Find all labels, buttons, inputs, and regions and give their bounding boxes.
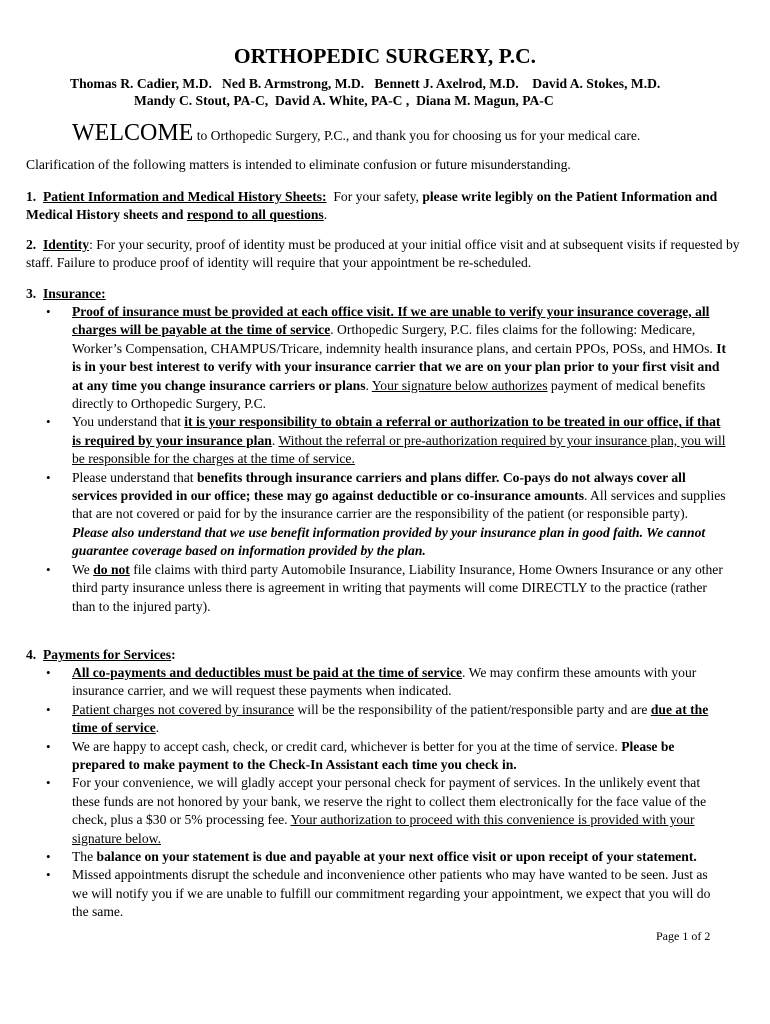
list-item: • Proof of insurance must be provided at each office visit. If we are unable to verify your insurance coverage, all charges will be payable at the time of service. Orthopedic Surgery, P.C. files claims for the following: Medicare, Worker’s Compensation, CHAMPUS/Tricare, indemnity health insurance plans, and certain PPOs, POSs, and HMOs. It is in your best interest to verify with your insurance carrier that we are on your plan prior to your first visit and at any time you change insurance carriers or plans. Your signature below authorizes payment of medical benefits directly to Orthopedic Surgery, P.C. (46, 304, 727, 412)
page-number: Page 1 of 2 (656, 929, 711, 943)
list-item: • For your convenience, we will gladly accept your personal check for payment of services. In the unlikely event that these funds are not honored by your bank, we reserve the right to collect them electronically for the face value of the check, plus a $30 or 5% processing fee. Your authorization to proceed with this convenience is provided with your signature below. (46, 775, 707, 846)
bullet: • (46, 849, 51, 865)
bullet: • (46, 701, 51, 717)
section-3-number: 3. (26, 286, 43, 301)
list-item: • Patient charges not covered by insurance will be the responsibility of the patient/responsible party and are due at the time of service. (46, 701, 709, 736)
section-2-heading: Identity (43, 237, 90, 252)
section-1-end: . (323, 207, 328, 223)
welcome-line (72, 120, 641, 146)
physicians-line-2: Mandy C. Stout, PA-C, David A. White, PA-C , Diana M. Magun, PA-C (134, 93, 554, 108)
section-4-number: 4. (26, 647, 43, 662)
section-2-number: 2. (26, 237, 43, 252)
welcome-word: WELCOME (72, 120, 194, 146)
section-1-heading: Patient Information and Medical History Sheets: (43, 189, 327, 204)
list-item: • Missed appointments disrupt the schedule and inconvenience other patients who may have wanted to be seen. Just as we will notify you if we are unable to fulfill our commitment regarding your appointment, we expect that you will do the same. (46, 867, 711, 920)
list-item: • We are happy to accept cash, check, or credit card, whichever is better for you at the time of service. Please be prepared to make payment to the Check-In Assistant each time you check in. (46, 738, 675, 773)
section-1-bold-underline: respond to all questions (186, 207, 324, 223)
bullet: • (46, 665, 51, 680)
clarification-text: Clarification of the following matters is intended to eliminate confusion or future misunderstanding. (26, 157, 571, 172)
section-1-bold-text: please write legibly on the Patient Information and Medical History sheets and (26, 189, 718, 223)
insurance-list (26, 303, 726, 616)
section-3-heading: Insurance: (43, 286, 106, 301)
bullet: • (46, 561, 51, 577)
section-1-number: 1. (26, 189, 43, 204)
bullet: • (46, 867, 51, 883)
welcome-text: to Orthopedic Surgery, P.C., and thank you for choosing us for your medical care. (193, 128, 641, 143)
section-1 (26, 188, 746, 225)
list-item: • You understand that it is your responsibility to obtain a referral or authorization to be treated in our office, if that is required by your insurance plan. Without the referral or pre-authorization required by your insurance plan, you will be responsible for the charges at the time of service. (46, 414, 726, 467)
bullet: • (46, 304, 51, 319)
section-1-text: For your safety, (326, 189, 423, 204)
bullet: • (46, 738, 51, 754)
list-item: • We do not file claims with third party Automobile Insurance, Liability Insurance, Home Owners Insurance or any other third party insurance unless there is agreement in writing that payments will come DIRECTLY to the practice (rather than to the injured party). (46, 561, 723, 614)
practice-title: ORTHOPEDIC SURGERY, P.C. (233, 44, 537, 68)
bullet: • (46, 414, 51, 430)
bullet: • (46, 469, 51, 485)
payments-list (26, 664, 726, 922)
section-4-heading: Payments for Services (43, 647, 172, 662)
section-4-heading-line: 4. Payments for Services: (26, 647, 176, 662)
section-2-text: : For your security, proof of identity must be produced at your initial office visit and at subsequent visits if requested by staff. Failure to produce proof of identity will require that your appointment be re-scheduled. (26, 237, 740, 271)
list-item: • All co-payments and deductibles must be paid at the time of service. We may confirm these amounts with your insurance carrier, and we will request these payments when indicated. (46, 665, 697, 699)
list-item: • Please understand that benefits through insurance carriers and plans differ. Co-pays do not always cover all services provided in our office; these may go against deductible or co-insurance amounts. All services and supplies that are not covered or paid for by the insurance carrier are the responsibility of the patient (or responsible party). Please also understand that we use benefit information provided by your insurance plan in good faith. We cannot guarantee coverage based on information provided by the plan. (46, 469, 726, 559)
section-3-heading-line (26, 285, 746, 303)
section-2 (26, 236, 746, 273)
list-item: • The balance on your statement is due and payable at your next office visit or upon receipt of your statement. (26, 848, 726, 866)
bullet: • (46, 775, 51, 791)
physicians-line-1: Thomas R. Cadier, M.D. Ned B. Armstrong, M.D. Bennett J. Axelrod, M.D. David A. Stokes, M.D. (70, 76, 661, 91)
